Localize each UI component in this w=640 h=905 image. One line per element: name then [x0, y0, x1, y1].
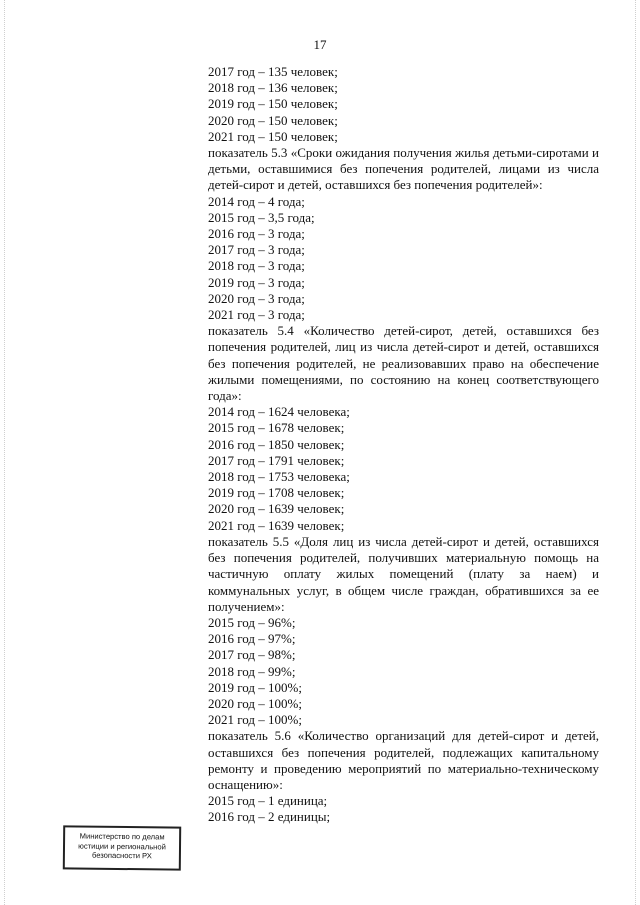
- list-item: 2015 год – 1678 человек;: [208, 420, 345, 436]
- list-item: 2020 год – 1639 человек;: [208, 501, 345, 517]
- list-item: 2017 год – 98%;: [208, 647, 296, 663]
- stamp-line: юстиции и региональной: [78, 841, 166, 851]
- list-item: 2018 год – 3 года;: [208, 258, 305, 274]
- list-item: 2021 год – 150 человек;: [208, 128, 338, 144]
- indicator-5-4-paragraph: показатель 5.4 «Количество детей-сирот, детей, оставшихся без попечения родителей, лиц из числа детей-сирот и детей, оставшихся без попечения родителей, не реализовавших право на обеспечение жилыми помещениями, по состоянию на конец соответствующего года»:: [208, 323, 599, 404]
- list-item: 2019 год – 3 года;: [208, 274, 305, 290]
- list-item: 2021 год – 100%;: [208, 712, 302, 728]
- list-item: 2015 год – 96%;: [208, 614, 296, 630]
- list-item: 2019 год – 100%;: [208, 679, 302, 695]
- list-item: 2018 год – 1753 человека;: [208, 469, 350, 485]
- list-item: 2016 год – 2 единицы;: [208, 809, 331, 825]
- list-item: 2016 год – 1850 человек;: [208, 436, 345, 452]
- indicator-5-6-paragraph: показатель 5.6 «Количество организаций для детей-сирот и детей, оставшихся без попечения родителей, подлежащих капитальному ремонту и проведению мероприятий по материально-техническому оснащению»:: [208, 728, 599, 792]
- list-item: 2017 год – 3 года;: [208, 242, 305, 258]
- list-item: 2019 год – 1708 человек;: [208, 485, 345, 501]
- scan-edge-right: [633, 0, 636, 905]
- stamp-line: безопасности РХ: [91, 850, 152, 861]
- indicator-5-5-paragraph: показатель 5.5 «Доля лиц из числа детей-сирот и детей, оставшихся без попечения родителей, получивших материальную помощь на частичную оплату жилых помещений (плату за наем) и коммунальных услуг, в общем числе граждан, обратившихся за ее получением»:: [208, 533, 599, 614]
- stamp-line: Министерство по делам: [79, 831, 165, 842]
- list-item: 2017 год – 1791 человек;: [208, 452, 345, 468]
- list-item: 2015 год – 1 единица;: [208, 793, 328, 809]
- page-number: 17: [313, 37, 327, 52]
- list-item: 2021 год – 1639 человек;: [208, 517, 345, 533]
- list-item: 2019 год – 150 человек;: [208, 96, 338, 112]
- list-item: 2020 год – 100%;: [208, 695, 302, 711]
- scan-edge-left: [4, 0, 7, 905]
- document-body: [208, 64, 599, 826]
- list-item: 2021 год – 3 года;: [208, 307, 305, 323]
- list-item: 2014 год – 1624 человека;: [208, 404, 350, 420]
- indicator-5-3-paragraph: показатель 5.3 «Сроки ожидания получения жилья детьми-сиротами и детьми, оставшимися без попечения родителей, лицами из числа детей-сирот и детей, оставшихся без попечения родителей»:: [208, 145, 599, 193]
- list-item: 2020 год – 3 года;: [208, 290, 305, 306]
- list-item: 2016 год – 97%;: [208, 631, 296, 647]
- list-item: 2020 год – 150 человек;: [208, 112, 338, 128]
- list-item: 2017 год – 135 человек;: [208, 64, 338, 79]
- list-item: 2014 год – 4 года;: [208, 193, 305, 209]
- list-item: 2018 год – 136 человек;: [208, 80, 338, 96]
- list-item: 2016 год – 3 года;: [208, 226, 305, 242]
- list-item: 2015 год – 3,5 года;: [208, 209, 315, 225]
- ministry-stamp: [63, 825, 181, 870]
- list-item: 2018 год – 99%;: [208, 663, 296, 679]
